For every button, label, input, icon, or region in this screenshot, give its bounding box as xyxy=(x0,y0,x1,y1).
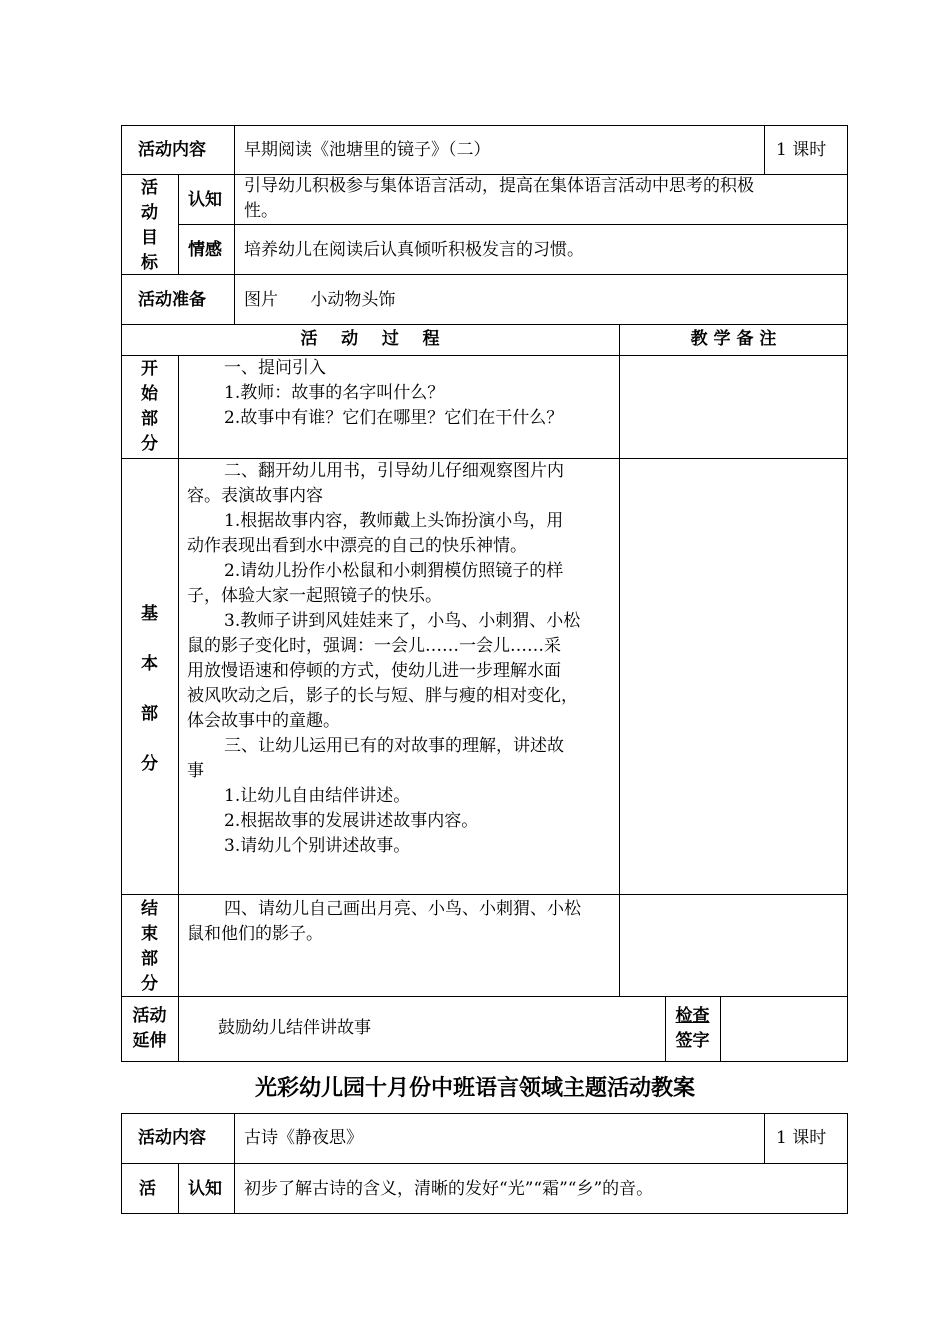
basic-line: 1.根据故事内容，教师戴上头饰扮演小鸟，用 xyxy=(224,511,564,531)
basic-line: 3.请幼儿个别讲述故事。 xyxy=(224,836,411,856)
activity-goal-label xyxy=(121,176,178,276)
basic-section-label xyxy=(121,602,178,777)
activity-content-label: 活动内容 xyxy=(138,1128,206,1148)
extension-label-line: 活动 xyxy=(132,1006,167,1026)
basic-line: 鼠的影子变化时，强调：一会儿……一会儿……采 xyxy=(187,636,561,656)
start-section-label xyxy=(121,357,178,457)
start-char: 开 xyxy=(141,359,158,379)
rule xyxy=(234,125,235,175)
check-label-line: 检查 xyxy=(675,1006,710,1026)
extension-label-line: 延伸 xyxy=(132,1031,167,1051)
basic-line: 用放慢语速和停顿的方式，使幼儿进一步理解水面 xyxy=(187,661,561,681)
goal-char: 动 xyxy=(141,203,158,223)
activity-content-value: 古诗《静夜思》 xyxy=(244,1128,363,1148)
start-line: 1.教师：故事的名字叫什么？ xyxy=(224,383,445,403)
check-signature-label xyxy=(665,1004,720,1054)
rule xyxy=(234,1113,235,1214)
basic-line: 三、让幼儿运用已有的对故事的理解，讲述故 xyxy=(224,736,564,756)
rule xyxy=(178,174,179,275)
rule xyxy=(764,1113,765,1163)
extension-value: 鼓励幼儿结伴讲故事 xyxy=(218,1018,371,1038)
table-border-right xyxy=(847,1113,848,1214)
start-line: 一、提问引入 xyxy=(224,358,326,378)
end-char: 部 xyxy=(141,949,158,969)
emotion-label: 情感 xyxy=(188,240,222,260)
end-line: 四、请幼儿自己画出月亮、小鸟、小刺猬、小松 xyxy=(224,899,581,919)
basic-line: 2.请幼儿扮作小松鼠和小刺猬模仿照镜子的样 xyxy=(224,561,564,581)
goal-char: 活 xyxy=(141,178,158,198)
extension-label xyxy=(121,1004,178,1054)
rule xyxy=(178,224,848,225)
class-hours: 1 课时 xyxy=(776,1128,827,1148)
preparation-label: 活动准备 xyxy=(138,290,206,310)
basic-line: 1.让幼儿自由结伴讲述。 xyxy=(224,786,411,806)
notes-header: 教 学 备 注 xyxy=(690,329,777,349)
rule xyxy=(121,894,848,895)
rule xyxy=(121,1163,848,1164)
table-border-top xyxy=(121,1113,848,1114)
end-char: 结 xyxy=(141,899,158,919)
check-label-line: 签字 xyxy=(675,1031,710,1051)
end-line: 鼠和他们的影子。 xyxy=(187,924,323,944)
rule xyxy=(720,996,721,1062)
rule xyxy=(178,1163,179,1214)
end-section-label xyxy=(121,897,178,997)
basic-line: 动作表现出看到水中漂亮的自己的快乐神情。 xyxy=(187,536,527,556)
rule xyxy=(121,996,848,997)
table-border-left xyxy=(121,1113,122,1214)
table-border-bottom xyxy=(121,1061,848,1062)
basic-line: 子，体验大家一起照镜子的快乐。 xyxy=(187,586,442,606)
rule xyxy=(121,324,848,325)
activity-content-label: 活动内容 xyxy=(138,140,206,160)
basic-line: 容。表演故事内容 xyxy=(187,486,323,506)
cognition-line-1: 引导幼儿积极参与集体语言活动，提高在集体语言活动中思考的积极 xyxy=(244,176,754,196)
start-line: 2.故事中有谁？它们在哪里？它们在干什么？ xyxy=(224,408,564,428)
basic-line: 事 xyxy=(187,761,204,781)
goal-char: 标 xyxy=(141,253,158,273)
rule xyxy=(121,274,848,275)
cognition-line-2: 性。 xyxy=(244,201,278,221)
basic-line: 被风吹动之后，影子的长与短、胖与瘦的相对变化， xyxy=(187,686,578,706)
cognition-label: 认知 xyxy=(188,190,222,210)
basic-char: 分 xyxy=(141,754,158,774)
activity-content-value: 早期阅读《池塘里的镜子》（二） xyxy=(244,140,491,160)
rule xyxy=(619,324,620,997)
page-title: 光彩幼儿园十月份中班语言领域主题活动教案 xyxy=(254,1076,695,1101)
table-border-right xyxy=(847,125,848,1062)
basic-line: 2.根据故事的发展讲述故事内容。 xyxy=(224,811,479,831)
rule xyxy=(178,355,179,997)
basic-line: 体会故事中的童趣。 xyxy=(187,711,340,731)
process-header: 活 动 过 程 xyxy=(300,329,440,349)
basic-char: 基 xyxy=(141,604,158,624)
basic-line: 二、翻开幼儿用书，引导幼儿仔细观察图片内 xyxy=(224,461,564,481)
class-hours: 1 课时 xyxy=(776,140,827,160)
preparation-value: 图片 小动物头饰 xyxy=(244,290,396,310)
basic-char: 部 xyxy=(141,704,158,724)
basic-line: 3.教师子讲到风娃娃来了，小鸟、小刺猬、小松 xyxy=(224,611,581,631)
start-char: 分 xyxy=(141,434,158,454)
end-char: 分 xyxy=(141,974,158,994)
start-char: 部 xyxy=(141,409,158,429)
table-border-bottom xyxy=(121,1213,848,1214)
end-char: 束 xyxy=(141,924,158,944)
rule xyxy=(234,174,235,275)
cognition-text: 初步了解古诗的含义，清晰的发好“光”“霜”“乡”的音。 xyxy=(244,1179,654,1199)
activity-goal-label: 活 xyxy=(139,1179,156,1199)
rule xyxy=(764,125,765,175)
emotion-text: 培养幼儿在阅读后认真倾听积极发言的习惯。 xyxy=(244,240,584,260)
cognition-label: 认知 xyxy=(188,1179,222,1199)
start-char: 始 xyxy=(141,384,158,404)
basic-char: 本 xyxy=(141,654,158,674)
rule xyxy=(178,996,179,1062)
rule xyxy=(234,274,235,325)
goal-char: 目 xyxy=(141,228,158,248)
table-border-top xyxy=(121,125,848,126)
